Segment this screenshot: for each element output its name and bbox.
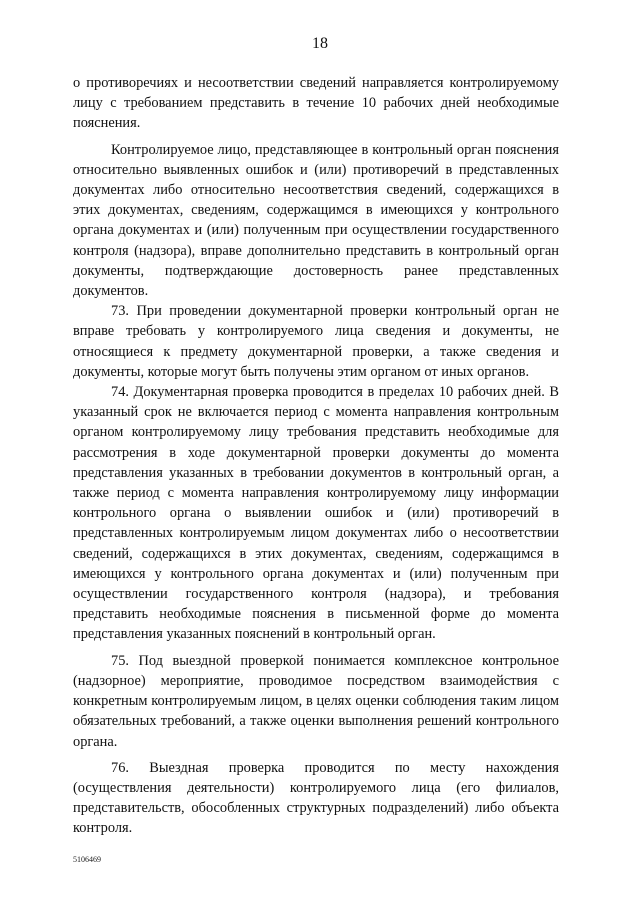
paragraph-76: 76. Выездная проверка проводится по месту нахождения (осуществления деятельности) контролируемого лица (его филиалов, представительств, обособленных структурных подразделений) либо объекта контроля. <box>73 759 559 837</box>
paragraph-74: 74. Документарная проверка проводится в пределах 10 рабочих дней. В указанный срок не включается период с момента направления контрольным органом контролируемому лицу требования представить необходимые для рассмотрения в ходе документарной проверки документы до момента представления указанных в требовании документов в контрольный орган, а также период с момента направления контролируемому лицу информации контрольного органа о выявлении ошибок и (или) противоречий в представленных контролируемым лицом документах либо о несоответствии сведений, содержащихся в этих документах, сведениям, содержащимся в имеющихся у контрольного органа документах и (или) полученным при осуществлении государственного контроля (надзора), и требования представить необходимые пояснения в письменной форме до момента представления указанных пояснений в контрольный орган. <box>73 384 559 643</box>
document-body <box>73 73 559 839</box>
paragraph-explanations: Контролируемое лицо, представляющее в контрольный орган пояснения относительно выявленных ошибок и (или) противоречий в представленных документах либо относительно несоответствия сведений, содержащихся в этих документах, сведениям, содержащимся в имеющихся у контрольного органа документах и (или) полученным при осуществлении государственного контроля (надзора), вправе дополнительно представить в контрольный орган документы, подтверждающие достоверность ранее представленных документов. <box>73 141 559 300</box>
paragraph-75: 75. Под выездной проверкой понимается комплексное контрольное (надзорное) мероприятие, проводимое посредством взаимодействия с конкретным контролируемым лицом, в целях оценки соблюдения таким лицом обязательных требований, а также оценки выполнения решений контрольного органа. <box>73 652 559 750</box>
footer-print-code: 5106469 <box>73 855 101 864</box>
paragraph-continuation: о противоречиях и несоответствии сведений направляется контролируемому лицу с требованием представить в течение 10 рабочих дней необходимые пояснения. <box>73 75 559 132</box>
page-number: 18 <box>312 35 328 52</box>
paragraph-73: 73. При проведении документарной проверки контрольный орган не вправе требовать у контролируемого лица сведения и документы, не относящиеся к предмету документарной проверки, а также сведения и документы, которые могут быть получены этим органом от иных органов. <box>73 303 559 380</box>
